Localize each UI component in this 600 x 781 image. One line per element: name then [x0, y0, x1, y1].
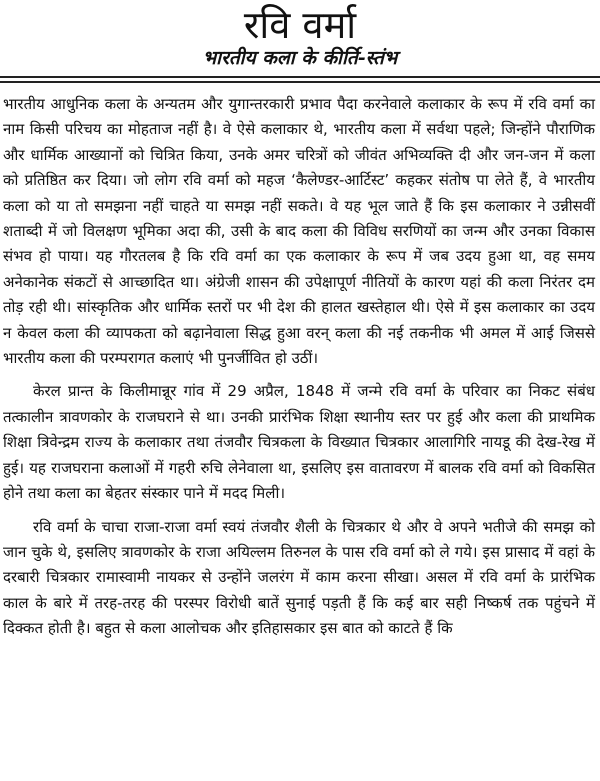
page-title: रवि वर्मा — [243, 3, 357, 47]
page-subtitle: भारतीय कला के कीर्ति-स्तंभ — [202, 47, 398, 69]
paragraph: भारतीय आधुनिक कला के अन्यतम और युगान्तरकारी प्रभाव पैदा करनेवाले कलाकार के रूप में रवि वर्मा का नाम किसी परिचय का मोहताज नहीं है। वे ऐसे कलाकार थे, भारतीय कला में सर्वथा पहले; जिन्होंने पौराणिक और धार्मिक आख्यानों को चित्रित किया, उनके अमर चरित्रों को जीवंत अभिव्यक्ति दी और जन-जन में कला को प्रतिष्ठित कर दिया। जो लोग रवि वर्मा को महज ‘कैलेण्डर-आर्टिस्ट’ कहकर संतोष पा लेते हैं, वे भारतीय कला को या तो समझना नहीं चाहते या समझ नहीं सकते। वे यह भूल जाते हैं कि इस कलाकार ने उन्नीसवीं शताब्दी में जो विलक्षण भूमिका अदा की, उसी के बाद कला की विविध सरणियों का जन्म और उनका विकास संभव हो पाया। यह गौरतलब है कि रवि वर्मा का एक कलाकार के रूप में जब उदय हुआ था, वह समय अनेकानेक संकटों से आच्छादित था। अंग्रेजी शासन की उपेक्षापूर्ण नीतियों के कारण यहां की कला निरंतर दम तोड़ रही थी। सांस्कृतिक और धार्मिक स्तरों पर भी देश की हालत खस्तेहाल थी। ऐसे में इस कलाकार का उदय न केवल कला की व्यापकता को बढ़ानेवाला सिद्ध हुआ वरन् कला की नई तकनीक भी अमल में आई जिससे भारतीय कला की परम्परागत कलाएं भी पुनर्जीवित हो उठीं। — [3, 95, 595, 368]
header-rule-top — [0, 76, 600, 78]
article-body — [3, 92, 595, 650]
header-rule-bottom — [0, 81, 600, 83]
paragraph: रवि वर्मा के चाचा राजा-राजा वर्मा स्वयं तंजवौर शैली के चित्रकार थे और वे अपने भतीजे की समझ को जान चुके थे, इसलिए त्रावणकोर के राजा अयिल्लम तिरुनल के पास रवि वर्मा को ले गये। इस प्रासाद में वहां के दरबारी चित्रकार रामास्वामी नायकर से उन्होंने जलरंग में काम करना सीखा। असल में रवि वर्मा के प्रारंभिक काल के बारे में तरह-तरह की परस्पर विरोधी बातें सुनाई पड़ती हैं कि कई बार सही निष्कर्ष तक पहुंचने में दिक्कत होती है। बहुत से कला आलोचक और इतिहासकार इस बात को काटते हैं कि — [3, 517, 595, 638]
paragraph: केरल प्रान्त के किलीमान्नूर गांव में 29 अप्रैल, 1848 में जन्मे रवि वर्मा के परिवार का निकट संबंध तत्कालीन त्रावणकोर के राजघराने से था। उनकी प्रारंभिक शिक्षा स्थानीय स्तर पर हुई और कला की प्राथमिक शिक्षा त्रिवेन्द्रम राज्य के कलाकार तथा तंजवौर चित्रकला के विख्यात चित्रकार आलागिरि नायडू की देख-रेख में हुई। यह राजघराना कलाओं में गहरी रुचि लेनेवाला था, इसलिए इस वातावरण में बालक रवि वर्मा को विकसित होने तथा कला का बेहतर संस्कार पाने में मदद मिली। — [3, 382, 595, 503]
